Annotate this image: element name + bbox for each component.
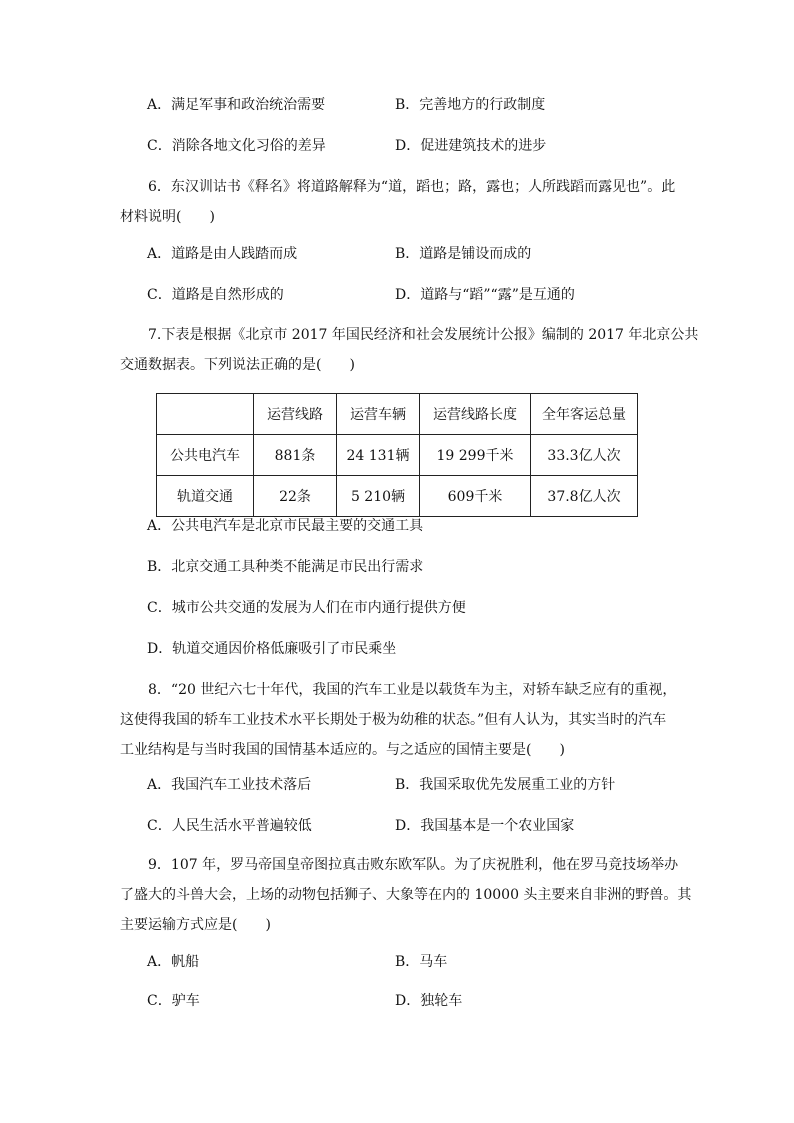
q9-stem [120,850,692,940]
q7-stem-line-1: 7.下表是根据《北京市 2017 年国民经济和社会发展统计公报》编制的 2017 年北京公共 [148,327,699,343]
table-cell: 19 299千米 [420,435,531,476]
q9-option-c: C．驴车 [147,993,200,1009]
q7-option-d: D．轨道交通因价格低廉吸引了市民乘坐 [147,641,397,657]
table-row [157,476,638,517]
q5-option-a: A．满足军事和政治统治需要 [147,97,326,113]
table-cell: 公共电汽车 [157,435,254,476]
q8-option-b: B．我国采取优先发展重工业的方针 [395,777,616,793]
q7-option-b: B．北京交通工具种类不能满足市民出行需求 [147,559,424,575]
table-cell: 33.3亿人次 [531,435,638,476]
table-cell: 22条 [254,476,337,517]
q7-stem [120,320,699,380]
table-cell: 37.8亿人次 [531,476,638,517]
q7-option-a: A．公共电汽车是北京市民最主要的交通工具 [147,518,424,534]
q9-stem-line-2: 了盛大的斗兽大会，上场的动物包括狮子、大象等在内的 10000 头主要来自非洲的野兽。其 [120,887,692,903]
table-header-cell [157,394,254,435]
q8-option-a: A．我国汽车工业技术落后 [147,777,312,793]
q8-stem-line-3: 工业结构是与当时我国的国情基本适应的。与之适应的国情主要是( ) [120,742,565,758]
table-cell: 609千米 [420,476,531,517]
q5-option-c: C．消除各地文化习俗的差异 [147,138,326,154]
table-row [157,435,638,476]
q8-stem-line-1: 8．“20 世纪六七十年代，我国的汽车工业是以载货车为主，对轿车缺乏应有的重视， [148,682,677,698]
table-header-row [157,394,638,435]
table-cell: 881条 [254,435,337,476]
q6-stem [120,172,676,232]
q9-option-d: D．独轮车 [395,993,463,1009]
q8-option-d: D．我国基本是一个农业国家 [395,818,575,834]
table-header-cell: 运营车辆 [337,394,420,435]
q8-option-c: C．人民生活水平普遍较低 [147,818,312,834]
transport-data-table [156,393,638,517]
table-header-cell: 运营线路长度 [420,394,531,435]
q9-stem-line-3: 主要运输方式应是( ) [120,917,271,933]
q5-option-b: B．完善地方的行政制度 [395,97,546,113]
q9-stem-line-1: 9．107 年，罗马帝国皇帝图拉真击败东欧军队。为了庆祝胜利，他在罗马竞技场举办 [148,857,679,873]
q8-stem [120,675,677,765]
q9-option-a: A．帆船 [147,954,200,970]
table-cell: 轨道交通 [157,476,254,517]
table-header-cell: 运营线路 [254,394,337,435]
q6-option-a: A．道路是由人践踏而成 [147,246,298,262]
q6-stem-line-2: 材料说明( ) [120,209,215,225]
table-cell: 5 210辆 [337,476,420,517]
q7-stem-line-2: 交通数据表。下列说法正确的是( ) [120,357,355,373]
table-header-cell: 全年客运总量 [531,394,638,435]
q6-option-d: D．道路与“蹈”“露”是互通的 [395,287,575,303]
q6-option-c: C．道路是自然形成的 [147,287,284,303]
table-cell: 24 131辆 [337,435,420,476]
q6-option-b: B．道路是铺设而成的 [395,246,532,262]
q8-stem-line-2: 这使得我国的轿车工业技术水平长期处于极为幼稚的状态。”但有人认为，其实当时的汽车 [120,712,667,728]
q6-stem-line-1: 6．东汉训诂书《释名》将道路解释为“道，蹈也；路，露也；人所践蹈而露见也”。此 [148,179,676,195]
q5-option-d: D．促进建筑技术的进步 [395,138,547,154]
q7-option-c: C．城市公共交通的发展为人们在市内通行提供方便 [147,600,466,616]
q9-option-b: B．马车 [395,954,448,970]
